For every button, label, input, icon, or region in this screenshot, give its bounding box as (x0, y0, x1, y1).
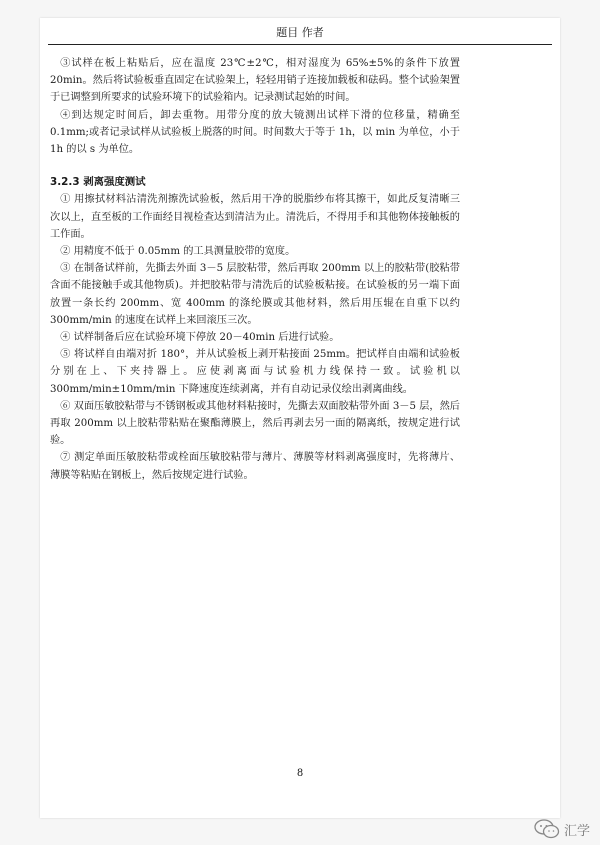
paragraph: ④到达规定时间后，卸去重物。用带分度的放大镜测出试样下滑的位移量，精确至 0.1mm;或者记录试样从试验板上脱落的时间。时间数大于等于 1h，以 min 为单位，小于 1h 的以 s 为单位。 (50, 109, 460, 156)
section-heading: 3.2.3 剥离强度测试 (50, 176, 146, 189)
paragraph: ⑦ 测定单面压敏胶粘带或栓面压敏胶粘带与薄片、薄膜等材料剥离强度时，先将薄片、薄膜等粘贴在钢板上，然后按规定进行试验。 (50, 452, 460, 481)
paragraph: ③ 在制备试样前，先撕去外面 3－5 层胶粘带，然后再取 200mm 以上的胶粘带(胶粘带含面不能接触手或其他物质)。并把胶粘带与清洗后的试验板粘接。在试验板的另一端下面放置一条长约 200mm、宽 400mm 的涤纶膜或其他材料，然后用压辊在自重下以约 300mm/min 的速度在试样上来回滚压三次。 (50, 263, 460, 326)
header-divider (48, 44, 552, 45)
page-content (50, 55, 460, 484)
spacer (50, 158, 460, 174)
paragraph: ③试样在板上粘贴后，应在温度 23℃±2℃，相对湿度为 65%±5%的条件下放置 20min。然后将试验板垂直固定在试验架上，轻轻用销子连接加载板和砝码。整个试验架置于已调整到所要求的试验环境下的试验箱内。记录测试起始的时间。 (50, 58, 460, 104)
page-header: 题目 作者 (276, 26, 324, 39)
watermark (534, 819, 590, 839)
watermark-text: 汇学 (563, 823, 590, 839)
paragraph: ⑤ 将试样自由端对折 180°，并从试验板上剥开粘接面 25mm。把试样自由端和试验板分别在上、下夹持器上。应使剥离面与试验机力线保持一致。试验机以 300mm/min±10mm/min 下降速度连续剥离，并有自动记录仪绘出剥离曲线。 (50, 349, 460, 395)
paragraph: ① 用擦拭材料沾清洗剂擦洗试验板，然后用干净的脱脂纱布将其擦干，如此反复清晰三次以上，直至板的工作面经目视检查达到清洁为止。清洗后，不得用手和其他物体接触板的工作面。 (50, 194, 460, 240)
page-number: 8 (296, 768, 304, 779)
wechat-icon (534, 819, 560, 839)
paragraph: ④ 试样制备后应在试验环境下停放 20－40min 后进行试验。 (60, 332, 340, 344)
paragraph: ② 用精度不低于 0.05mm 的工具测量胶带的宽度。 (60, 246, 296, 258)
paragraph: ⑥ 双面压敏胶粘带与不锈钢板或其他材料粘接时，先撕去双面胶粘带外面 3－5 层，然后再取 200mm 以上胶粘带粘贴在聚酯薄膜上，然后再剥去另一面的隔离纸，按规定进行试验。 (50, 400, 460, 447)
